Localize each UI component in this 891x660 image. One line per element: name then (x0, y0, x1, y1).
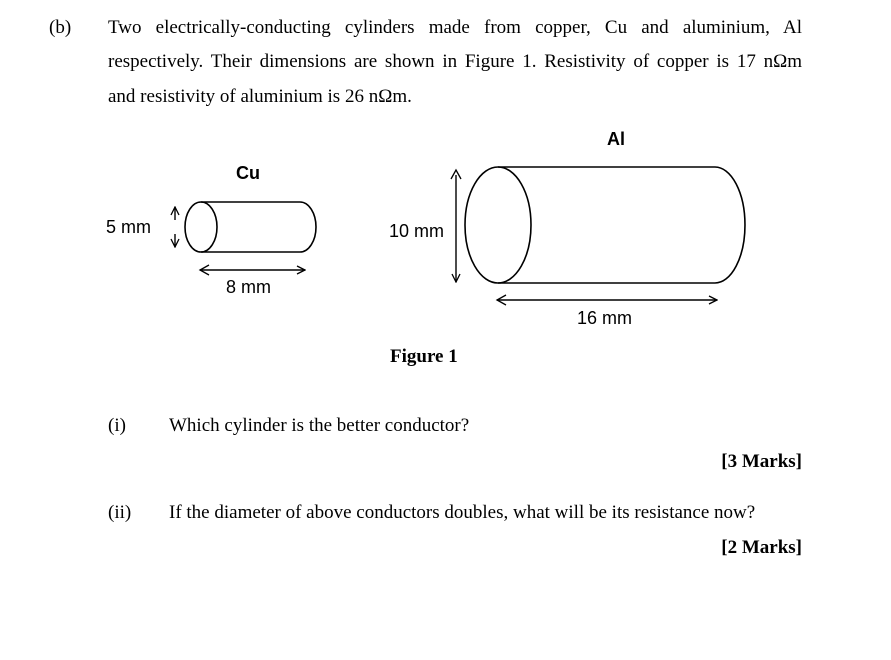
aluminium-cylinder (465, 167, 745, 283)
part-ii-marks: [2 Marks] (721, 537, 802, 558)
question-text-line-3: and resistivity of aluminium is 26 nΩm. (108, 86, 412, 107)
copper-cylinder-end-face (185, 202, 217, 252)
part-i-question: Which cylinder is the better conductor? (169, 415, 470, 436)
part-i-marks: [3 Marks] (721, 451, 802, 472)
part-ii-question: If the diameter of above conductors doubles, what will be its resistance now? (169, 502, 756, 523)
aluminium-length-label: 16 mm (577, 308, 633, 328)
aluminium-label: Al (607, 129, 625, 149)
aluminium-cylinder-body (498, 167, 745, 283)
aluminium-cylinder-end-face (465, 167, 531, 283)
question-text-line-1: Two electrically-conducting cylinders made from copper, Cu and aluminium, Al (108, 17, 802, 38)
figure-caption: Figure 1 (390, 346, 458, 367)
part-ii-number: (ii) (108, 502, 132, 523)
question-label: (b) (49, 17, 72, 38)
copper-cylinder (185, 202, 316, 252)
copper-cylinder-body (201, 202, 316, 252)
part-i-number: (i) (108, 415, 126, 436)
aluminium-diameter-label: 10 mm (389, 221, 445, 241)
copper-length-label: 8 mm (226, 277, 271, 297)
copper-label: Cu (236, 163, 260, 183)
copper-diameter-label: 5 mm (106, 217, 151, 237)
question-text-line-2: respectively. Their dimensions are shown in Figure 1. Resistivity of copper is 17 nΩm (108, 51, 802, 72)
